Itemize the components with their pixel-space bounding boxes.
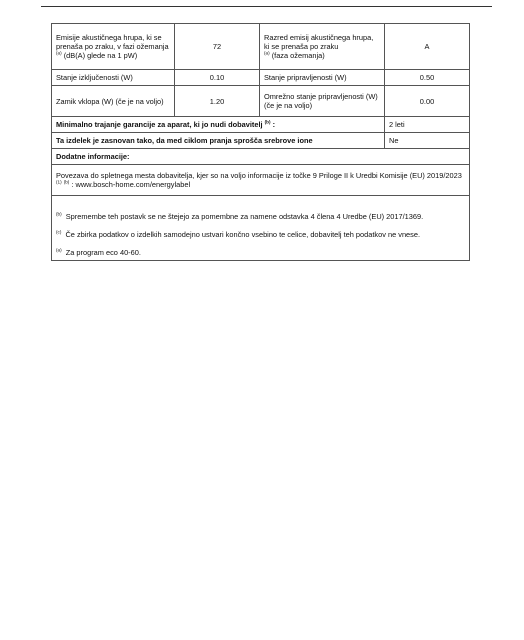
noise-class-label: Razred emisij akustičnega hrupa, ki se prenaša po zraku $^{(a)}$ (faza ožemanja)	[260, 24, 385, 70]
delay-start-value: 1.20	[175, 86, 260, 117]
table-row	[52, 165, 470, 196]
network-standby-label: Omrežno stanje pripravljenosti (W) (če je na voljo)	[260, 86, 385, 117]
supplier-link: : www.bosch-home.com/energylabel	[71, 180, 191, 190]
delay-start-label: Zamik vklopa (W) (če je na voljo)	[52, 86, 175, 117]
table-row	[52, 70, 470, 86]
footnote: $^{(b)}$ Spremembe teh postavk se ne štejejo za pomembne za namene odstavka 4 člena 4 Uredbe (EU) 2017/1369.	[56, 211, 424, 222]
standby-label: Stanje pripravljenosti (W)	[260, 70, 385, 86]
table-row	[52, 149, 470, 165]
footnote-ref: (a)	[264, 50, 270, 56]
silver-ions-value: Ne	[385, 133, 470, 149]
noise-emission-label: Emisije akustičnega hrupa, ki se prenaša po zraku, v fazi ožemanja $^{(a)}$ (dB(A) glede na 1 pW)	[52, 24, 175, 70]
standby-value: 0.50	[385, 70, 470, 86]
warranty-value: 2 leti	[385, 117, 470, 133]
footnote-ref: (b)	[63, 179, 70, 185]
warranty-label: Minimalno trajanje garancije za aparat, ki jo nudi dobavitelj $^{(b)}$ :	[52, 117, 385, 133]
off-mode-label: Stanje izključenosti (W)	[52, 70, 175, 86]
footnotes-cell	[52, 196, 470, 261]
footnote: $^{(c)}$ Če zbirka podatkov o izdelkih samodejno ustvari končno vsebino te celice, dobavitelj teh podatkov ne vnese.	[56, 229, 421, 240]
supplier-link-cell: Povezava do spletnega mesta dobavitelja, kjer so na voljo informacije iz točke 9 Priloge II k Uredbi Komisije (EU) 2019/2023 $^{(1)}$ $^{(b)}$ : www.bosch-home.com/energylabel	[52, 165, 470, 196]
product-information-sheet	[51, 23, 470, 261]
table-row	[52, 133, 470, 149]
table-row	[52, 24, 470, 70]
footnote: $^{(a)}$ Za program eco 40-60.	[56, 247, 141, 258]
footnote-ref: (a)	[56, 50, 62, 56]
table-row	[52, 117, 470, 133]
footnote-ref: (b)	[264, 119, 271, 125]
network-standby-value: 0.00	[385, 86, 470, 117]
top-rule	[41, 6, 492, 7]
table-row	[52, 196, 470, 261]
table-row	[52, 86, 470, 117]
silver-ions-label: Ta izdelek je zasnovan tako, da med ciklom pranja sprošča srebrove ione	[52, 133, 385, 149]
footnote-ref: (1)	[56, 179, 62, 185]
additional-info-heading: Dodatne informacije:	[52, 149, 470, 165]
off-mode-value: 0.10	[175, 70, 260, 86]
noise-class-value: A	[385, 24, 470, 70]
noise-emission-value: 72	[175, 24, 260, 70]
